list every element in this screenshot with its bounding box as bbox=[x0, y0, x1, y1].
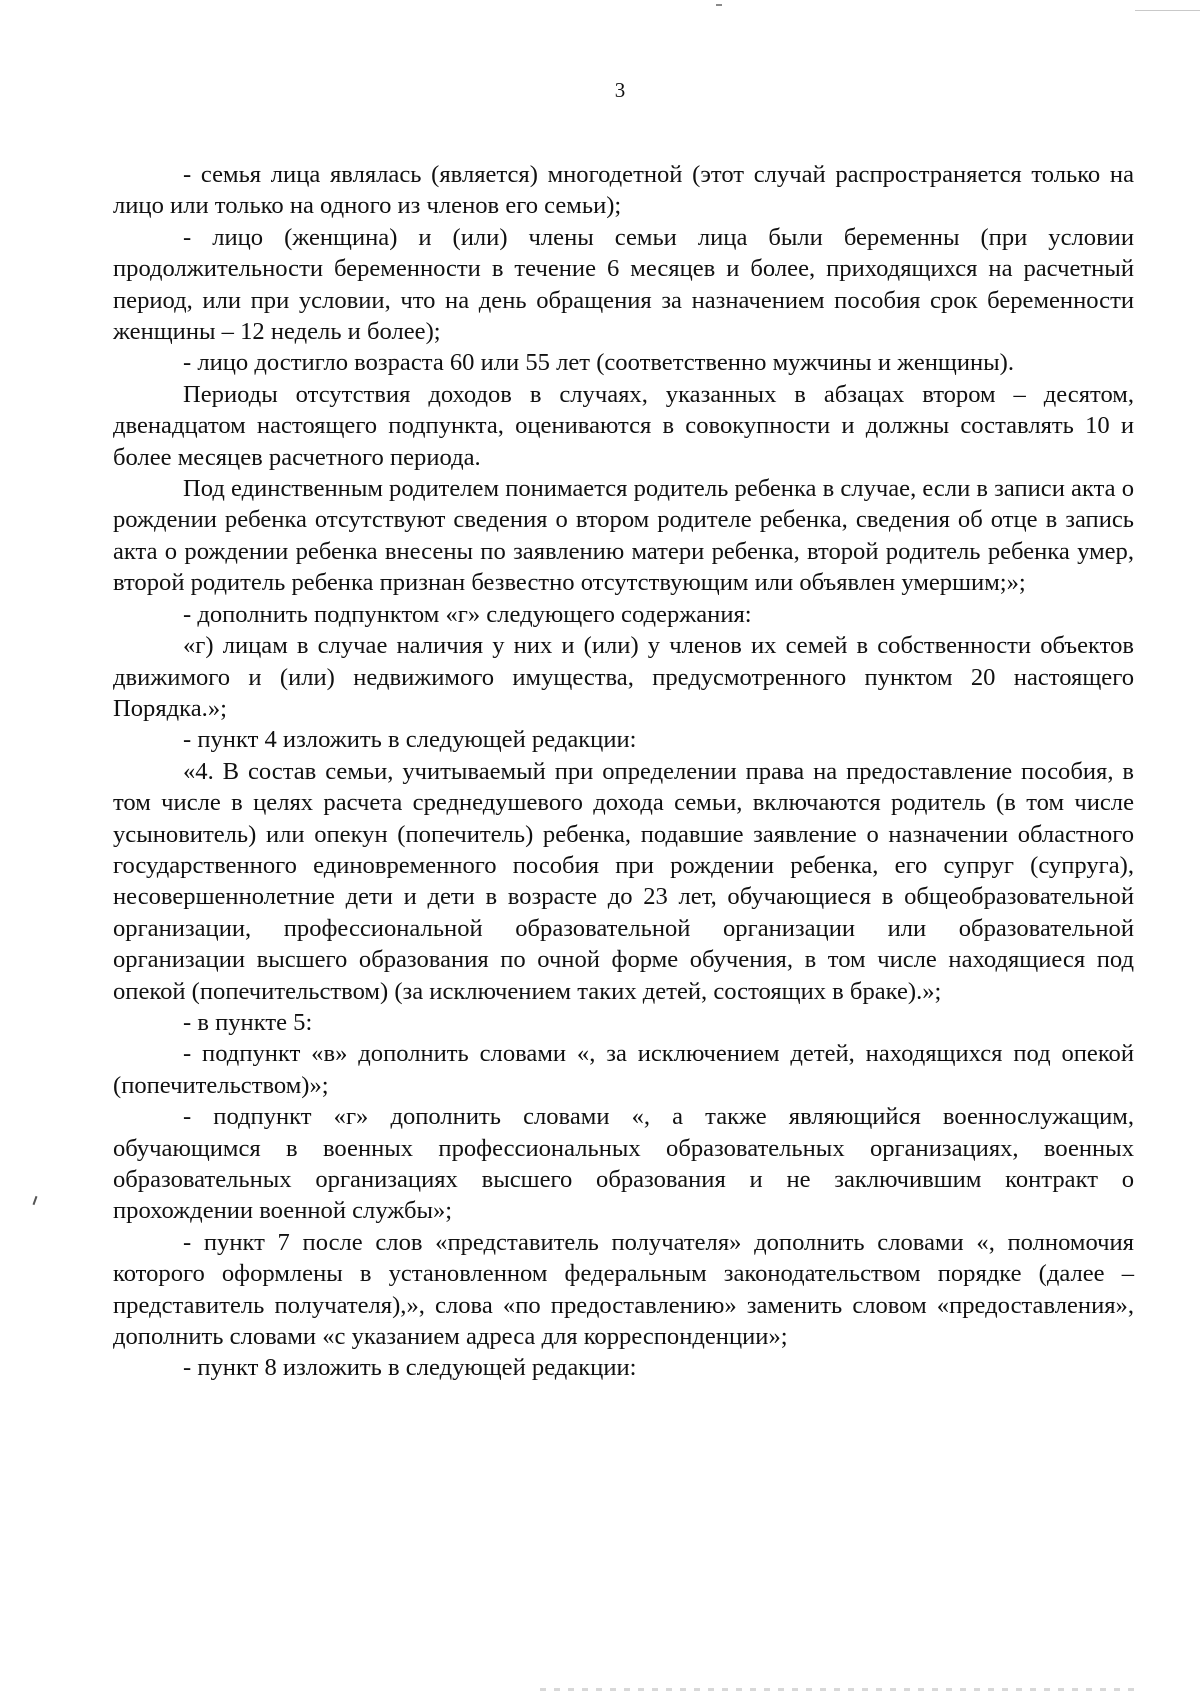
paragraph: - пункт 8 изложить в следующей редакции: bbox=[183, 1354, 637, 1382]
page-number: 3 bbox=[614, 78, 626, 102]
paragraph: - подпункт «г» дополнить словами «, а также являющийся военнослужащим, обучающимся в военных профессиональных образовательных организациях, военных образовательных организациях высшего образования и не заключившим контракт о прохождении военной службы»; bbox=[113, 1103, 1134, 1225]
paragraph: Периоды отсутствия доходов в случаях, указанных в абзацах втором – десятом, двенадцатом настоящего подпункта, оцениваются в совокупности и должны составлять 10 и более месяцев расчетного периода. bbox=[113, 380, 1134, 471]
paragraph: - лицо достигло возраста 60 или 55 лет (соответственно мужчины и женщины). bbox=[183, 349, 1015, 377]
paragraph: - лицо (женщина) и (или) члены семьи лица были беременны (при условии продолжительности беременности в течение 6 месяцев и более, приходящихся на расчетный период, или при условии, что на день обращения за назначением пособия срок беременности женщины – 12 недель и более); bbox=[113, 223, 1134, 346]
paragraph: - дополнить подпунктом «г» следующего содержания: bbox=[183, 600, 752, 628]
scan-artifact bbox=[33, 1196, 38, 1205]
paragraph: - семья лица являлась (является) многодетной (этот случай распространяется только на лицо или только на одного из членов его семьи); bbox=[113, 161, 1134, 220]
paragraph: - пункт 4 изложить в следующей редакции: bbox=[183, 726, 637, 754]
document-body bbox=[113, 159, 1134, 1384]
paragraph: - в пункте 5: bbox=[183, 1008, 313, 1036]
paragraph: Под единственным родителем понимается родитель ребенка в случае, если в записи акта о рождении ребенка отсутствуют сведения о втором родителе ребенка, сведения об отце в запись акта о рождении ребенка внесены по заявлению матери ребенка, второй родитель ребенка умер, второй родитель ребенка признан безвестно отсутствующим или объявлен умершим;»; bbox=[113, 475, 1134, 597]
paragraph: - подпункт «в» дополнить словами «, за исключением детей, находящихся под опекой (попечительством)»; bbox=[113, 1040, 1134, 1099]
paragraph: «г) лицам в случае наличия у них и (или) у членов их семей в собственности объектов движимого и (или) недвижимого имущества, предусмотренного пунктом 20 настоящего Порядка.»; bbox=[113, 632, 1134, 722]
paragraph: - пункт 7 после слов «представитель получателя» дополнить словами «, полномочия которого оформлены в установленном федеральным законодательством порядке (далее – представитель получателя),», слова «по предоставлению» заменить словом «предоставления», дополнить словами «с указанием адреса для корреспонденции»; bbox=[113, 1228, 1134, 1351]
scan-artifact bbox=[1135, 10, 1200, 11]
scan-artifact bbox=[540, 1688, 1140, 1691]
paragraph: «4. В состав семьи, учитываемый при определении права на предоставление пособия, в том числе в целях расчета среднедушевого дохода семьи, включаются родитель (в том числе усыновитель) или опекун (попечитель) ребенка, подавшие заявление о назначении областного государственного единовременного пособия при рождении ребенка, его супруг (супруга), несовершеннолетние дети и дети в возрасте до 23 лет, обучающиеся в общеобразовательной организации, профессиональной образовательной организации или образовательной организации высшего образования по очной форме обучения, в том числе находящиеся под опекой (попечительством) (за исключением таких детей, состоящих в браке).»; bbox=[113, 757, 1134, 1005]
scan-artifact bbox=[716, 4, 722, 6]
